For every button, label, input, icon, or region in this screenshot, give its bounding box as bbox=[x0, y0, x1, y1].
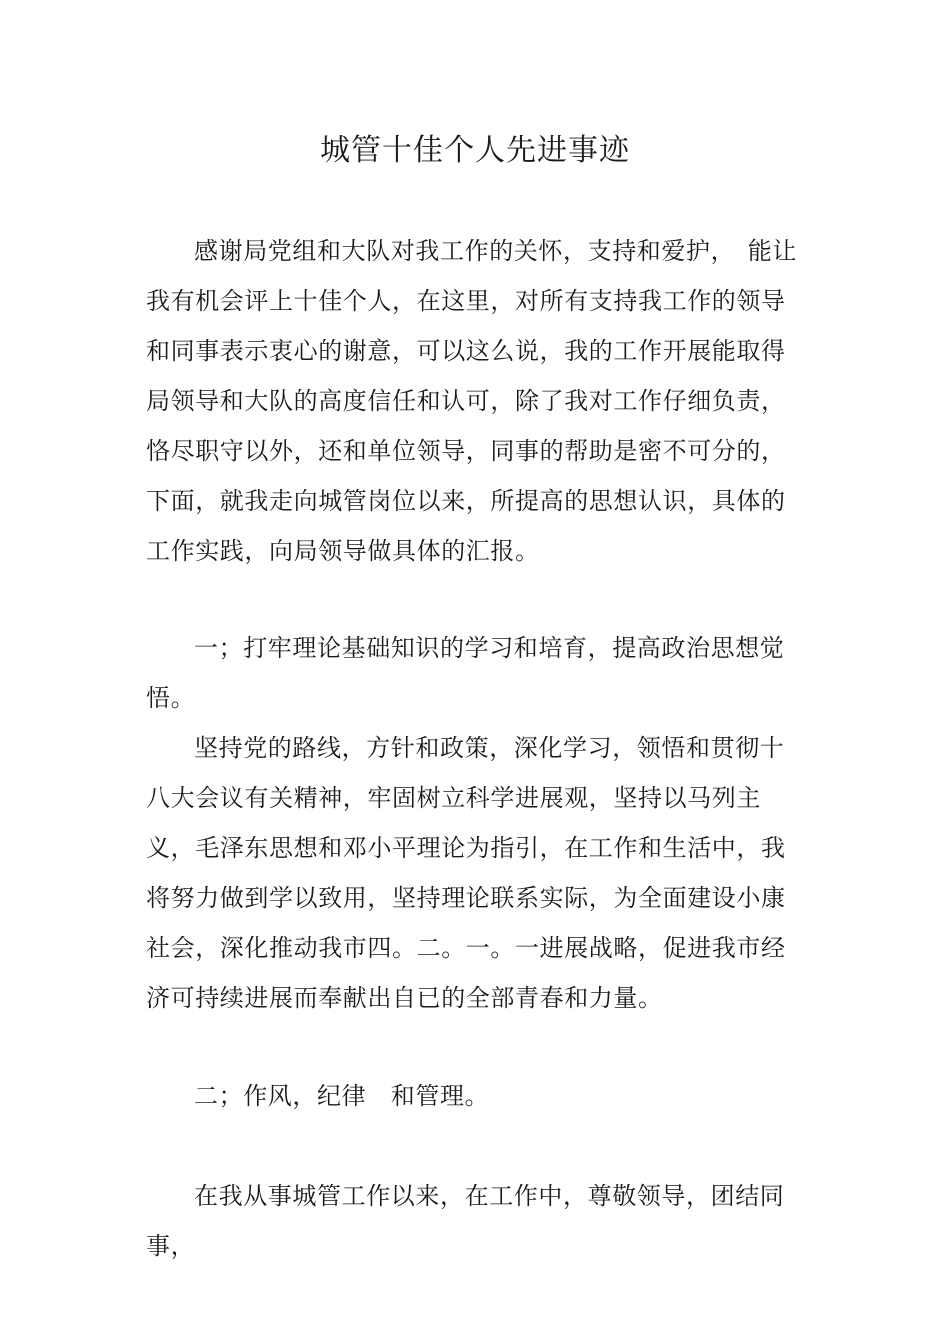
section-heading-1: 一；打牢理论基础知识的学习和培育，提高政治思想觉悟。 bbox=[146, 634, 785, 712]
section-heading-2: 二；作风，纪律 和管理。 bbox=[194, 1082, 490, 1110]
paragraph-intro: 感谢局党组和大队对我工作的关怀，支持和爱护， 能让我有机会评上十佳个人，在这里，对所有支持我工作的领导和同事表示衷心的谢意，可以这么说，我的工作开展能取得局领导和大队的高度信任和认可，除了我对工作仔细负责，恪尽职守以外，还和单位领导，同事的帮助是密不可分的，下面，就我走向城管岗位以来，所提高的思想认识，具体的工作实践，向局领导做具体的汇报。 bbox=[146, 237, 797, 565]
paragraph-work: 在我从事城管工作以来，在工作中，尊敬领导，团结同事， bbox=[146, 1182, 785, 1260]
paragraph-theory: 坚持党的路线，方针和政策，深化学习，领悟和贯彻十八大会议有关精神，牢固树立科学进展观，坚持以马列主义，毛泽东思想和邓小平理论为指引，在工作和生活中，我将努力做到学以致用，坚持理论联系实际，为全面建设小康社会，深化推动我市四。二。一。一进展战略，促进我市经济可持续进展而奉献出自已的全部青春和力量。 bbox=[146, 734, 786, 1012]
document-title: 城管十佳个人先进事迹 bbox=[320, 133, 630, 168]
